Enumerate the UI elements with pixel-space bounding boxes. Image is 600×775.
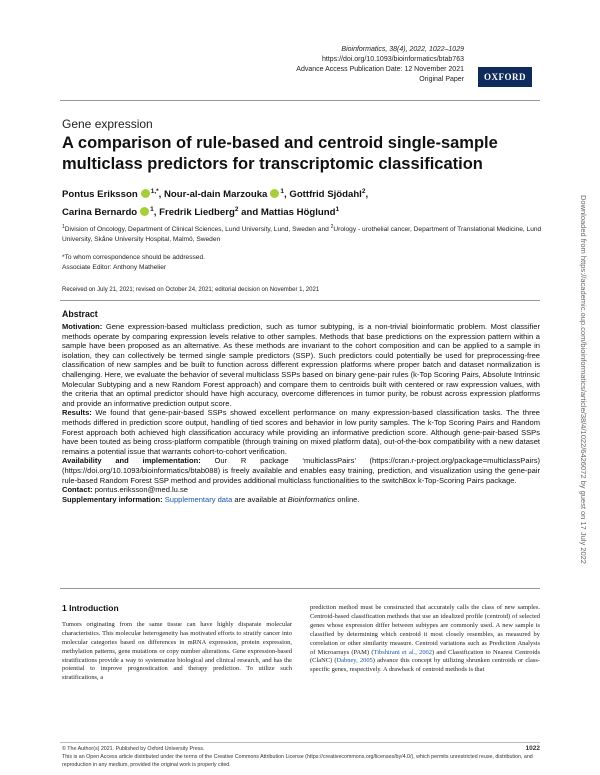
abstract-body <box>62 322 540 504</box>
author-affiliation-sup: 1 <box>150 206 154 214</box>
supplementary-data-link[interactable]: Supplementary data <box>164 494 233 504</box>
author-affiliation-sup: 2 <box>234 206 239 214</box>
author-name[interactable]: , Fredrik Liedberg <box>153 207 235 219</box>
paper-type: Original Paper <box>419 76 464 83</box>
copyright-notice: © The Author(s) 2021. Published by Oxford University Press. <box>62 746 205 752</box>
abstract-motivation: Motivation: Gene expression-based multiclass prediction, such as tumor subtyping, is a non-trivial bioinformatic problem. Most classifier methods operate by comparing expression levels relative to other samples. Methods that base predictions on the expression pattern within a sample have been proposed as an alternative. As these methods are invariant to the cohort composition and can be applied to a sample in isolation, they can collectively be termed single sample predictors (SSP). Such predictors could potentially be used for preprocessing-free classification of new samples and be built to function across different expression platforms where proper batch and dataset normalization is challenging. Here, we evaluate the behavior of several multiclass SSPs based on binary gene-pair rules (k-Top Scoring Pairs, Absolute Intrinsic Molecular Subtyping and a new Random Forest approach) and compare them to centroids built with centered or raw expression values, with the criteria that an optimal predictor should have high accuracy, overcome differences in tumor purity, be robust across expression platforms and provide an informative prediction output score. <box>62 322 540 408</box>
associate-editor: Associate Editor: Anthony Mathelier <box>62 264 167 271</box>
orcid-icon[interactable] <box>270 189 279 198</box>
introduction-paragraph: Tumors originating from the same tissue can have highly disparate molecular characteristics. This molecular heterogeneity has motivated efforts to stratify cancer into molecular categories based on differences in mRNA expression, protein expression, methylation patterns, gene mutations or copy number alterations. Gene expression-based stratifications provide a way to systematize biological and clinical research, and has the potential to improve prognostication and therapy prediction. To utilize such stratifications, a <box>62 620 292 682</box>
author-name[interactable]: Pontus Eriksson <box>62 189 138 201</box>
correspondence-note: *To whom correspondence should be addressed. <box>62 254 205 261</box>
author-affiliation-sup: 1 <box>335 206 340 214</box>
abstract-supplementary: Supplementary information: Supplementary data are available at Bioinformatics online. <box>62 494 360 504</box>
received-divider <box>60 300 540 301</box>
abstract-divider <box>60 588 540 589</box>
header-divider <box>60 100 540 101</box>
abstract-contact: Contact: pontus.eriksson@med.lu.se <box>62 485 188 495</box>
correspondence-block <box>62 253 205 273</box>
author-affiliation-sup: 1, <box>150 188 157 195</box>
page-number: 1022 <box>525 745 540 752</box>
section-label: Gene expression <box>62 117 153 131</box>
journal-citation: Bioinformatics, 38(4), 2022, 1022–1029 <box>341 46 464 53</box>
abstract-results: Results: We found that gene-pair-based SSPs showed excellent performance on many expression-based classification tasks. The three methods differed in prediction score output, handling of tied scores and behavior in low purity samples. The k-Top Scoring Pairs and Random Forest approach both achieved high classification accuracy while providing an informative prediction score. Although gene-pair-based SSPs have been touted as being cross-platform compatible (through training on mixed platform data), out-of-the-box compatibility with a new dataset remains a potential issue that warrants cohort-to-cohort verification. <box>62 408 540 456</box>
advance-access-date: Advance Access Publication Date: 12 November 2021 <box>296 66 464 73</box>
body-column-left <box>62 604 292 683</box>
abstract-heading: Abstract <box>62 309 98 319</box>
abstract-availability: Availability and implementation: Our R package ‘multiclassPairs’ (https://cran.r-project.org/package=multiclassPairs) (https://doi.org/10.1093/bioinformatics/btab088) is freely available and enables easy training, prediction, and visualization using the gene-pair rule-based Random Forest SSP method and provides additional multiclass functionalities to the switchBox k-Top-Scoring Pairs package. <box>62 456 540 485</box>
orcid-icon[interactable] <box>140 207 149 216</box>
received-dates: Received on July 21, 2021; revised on October 24, 2021; editorial decision on November 1, 2021 <box>62 287 320 293</box>
journal-meta <box>164 45 464 85</box>
introduction-heading: 1 Introduction <box>62 603 119 613</box>
author-list: Pontus Eriksson $^{1,*}$, Nour-al-dain Marzouka $^1$, Gottfrid Sjödahl$^2$, Carina Bernardo $^1$, Fredrik Liedberg$^2$ and Mattias Höglund$^1$ <box>62 188 369 219</box>
author-name[interactable]: and Mattias Höglund <box>238 207 336 219</box>
journal-doi[interactable]: https://doi.org/10.1093/bioinformatics/btab763 <box>321 56 464 63</box>
license-notice: This is an Open Access article distributed under the terms of the Creative Commons Attribution License (https://creativecommons.org/licenses/by/4.0/), which permits unrestricted reuse, distribution, and reproduction in any medium, provided the original work is properly cited. <box>62 754 533 768</box>
paper-title: A comparison of rule-based and centroid single-sample multiclass predictors for transcriptomic classification <box>62 134 498 173</box>
introduction-paragraph-continued: prediction method must be constructed that accurately calls the class of new samples. Centroid-based classification methods that use an idealized profile (centroid) of selected genes whose expression differ between subtypes are commonly used. A new sample is classified by determining which centroid it most closely resembles, as measured by correlation or other similarity measure. Centroid variations such as Prediction Analysis of Microarrays (PAM) (Tibshirani et al., 2002) and Classification to Nearest Centroids (ClaNC) (Dabney, 2005) advance this concept by utilizing shrunken centroids or class-specific genes, respectively. A drawback of centroid methods is that <box>310 604 540 674</box>
footer-divider <box>60 742 540 743</box>
body-column-right <box>310 604 540 675</box>
oxford-logo[interactable]: OXFORD <box>478 67 532 87</box>
page-footer <box>62 745 540 769</box>
author-affiliation-sup: 2 <box>361 188 366 195</box>
citation-link[interactable]: Dabney, 2005 <box>336 657 373 665</box>
citation-link[interactable]: Tibshirani et al., 2002 <box>373 648 432 656</box>
orcid-icon[interactable] <box>141 189 150 198</box>
author-name[interactable]: , Gottfrid Sjödahl <box>284 189 362 201</box>
author-name[interactable]: , Nour-al-dain Marzouka <box>158 189 268 201</box>
download-watermark: Downloaded from https://academic.oup.com/bioinformatics/article/38/4/1022/6426072 by guest on 17 July 2022 <box>579 195 588 564</box>
affiliations: $^1$Division of Oncology, Department of Clinical Sciences, Lund University, Lund, Sweden and $^2$Urology - urothelial cancer, Department of Translational Medicine, Lund University, Skåne University Hospital, Malmö, Sweden <box>62 224 542 244</box>
author-name[interactable]: Carina Bernardo <box>62 207 138 219</box>
author-affiliation-sup: 1 <box>280 188 285 195</box>
